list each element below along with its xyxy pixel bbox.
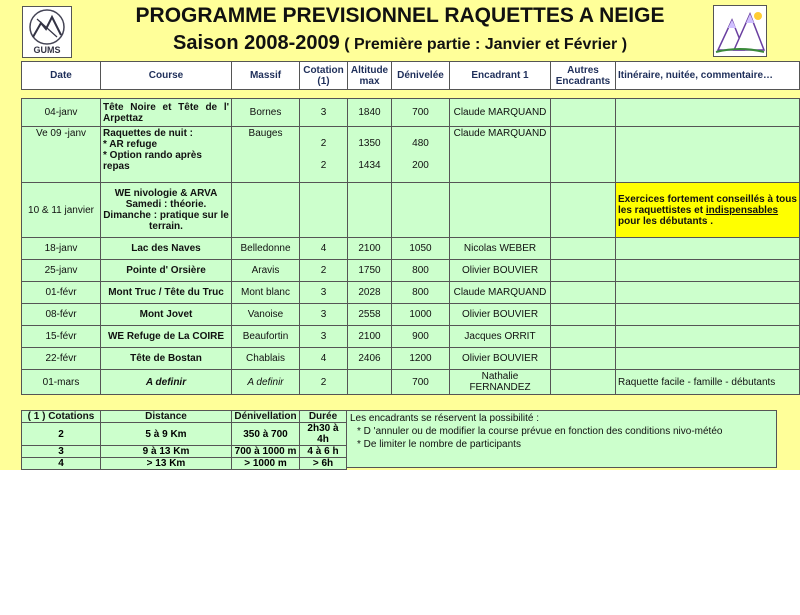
cot-cell: 700 à 1000 m: [232, 446, 300, 458]
cell-massif: Bauges: [232, 127, 300, 183]
col-autres: Autres Encadrants: [551, 62, 616, 90]
cell-cotation: 2: [300, 370, 348, 395]
cot-cell: 350 à 700: [232, 423, 300, 446]
table-row: [22, 423, 347, 446]
cell-massif: Aravis: [232, 260, 300, 282]
cell-course: Mont Jovet: [101, 304, 232, 326]
cell-autres: [551, 348, 616, 370]
cell-commentaire: [616, 326, 800, 348]
cell-encadrant1: Claude MARQUAND: [450, 127, 551, 183]
cell-massif: Bornes: [232, 99, 300, 127]
cell-commentaire: [616, 260, 800, 282]
cell-denivelee: 800: [392, 282, 450, 304]
cell-encadrant1: Olivier BOUVIER: [450, 304, 551, 326]
cell-altitude: 1350 1434: [348, 127, 392, 183]
cell-denivelee: 1200: [392, 348, 450, 370]
cell-altitude: 2028: [348, 282, 392, 304]
cell-altitude: 2406: [348, 348, 392, 370]
cell-altitude: 2100: [348, 238, 392, 260]
table-row: [22, 458, 347, 470]
cell-denivelee: [392, 183, 450, 238]
cot-cell: > 1000 m: [232, 458, 300, 470]
cell-encadrant1: [450, 183, 551, 238]
cell-cotation: 3: [300, 326, 348, 348]
cell-cotation: [300, 183, 348, 238]
table-row: [22, 260, 800, 282]
cell-autres: [551, 99, 616, 127]
cot-cell: 3: [22, 446, 101, 458]
cell-date: 08-févr: [22, 304, 101, 326]
season-label: Saison 2008-2009: [172, 32, 340, 54]
cell-date: Ve 09 -janv: [22, 127, 101, 183]
cot-cell: > 6h: [300, 458, 347, 470]
cell-massif: Vanoise: [232, 304, 300, 326]
cell-date: 01-févr: [22, 282, 101, 304]
cell-date: 10 & 11 janvier: [22, 183, 101, 238]
subtitle-label: ( Première partie : Janvier et Février ): [344, 36, 628, 53]
table-row: [22, 99, 800, 127]
cot-cell: 2: [22, 423, 101, 446]
cell-date: 25-janv: [22, 260, 101, 282]
table-row: [22, 326, 800, 348]
cell-autres: [551, 238, 616, 260]
table-row: [22, 282, 800, 304]
cell-course: Lac des Naves: [101, 238, 232, 260]
cell-altitude: 2100: [348, 326, 392, 348]
table-row: [22, 446, 347, 458]
notes-box: [346, 410, 777, 468]
cell-massif: Belledonne: [232, 238, 300, 260]
cell-encadrant1: Olivier BOUVIER: [450, 260, 551, 282]
notes-intro: Les encadrants se réservent la possibilité :: [350, 413, 539, 424]
page-subtitle: [100, 32, 700, 55]
cot-header-denivellation: Dénivellation: [232, 411, 300, 423]
cell-encadrant1: Nicolas WEBER: [450, 238, 551, 260]
cell-denivelee: 900: [392, 326, 450, 348]
table-row: [22, 411, 347, 423]
page-title: PROGRAMME PREVISIONNEL RAQUETTES A NEIGE: [135, 4, 665, 27]
cell-cotation: 3: [300, 99, 348, 127]
cell-encadrant1: Jacques ORRIT: [450, 326, 551, 348]
cell-course: WE nivologie & ARVA Samedi : théorie. Dimanche : pratique sur le terrain.: [101, 183, 232, 238]
cell-commentaire: Raquette facile - famille - débutants: [616, 370, 800, 395]
cot-header-duree: Durée: [300, 411, 347, 423]
cell-autres: [551, 183, 616, 238]
cell-autres: [551, 127, 616, 183]
cell-massif: Beaufortin: [232, 326, 300, 348]
cell-massif: A definir: [232, 370, 300, 395]
cell-course: Mont Truc / Tête du Truc: [101, 282, 232, 304]
cell-denivelee: 1000: [392, 304, 450, 326]
cell-altitude: [348, 370, 392, 395]
programme-table: [21, 98, 800, 395]
col-denivelee: Dénivelée: [392, 62, 450, 90]
cell-commentaire: [616, 238, 800, 260]
cell-commentaire: [616, 127, 800, 183]
mountains-logo: [713, 5, 767, 57]
notes-item-1: * D 'annuler ou de modifier la course prévue en fonction des conditions nivo-météo: [357, 426, 723, 437]
cell-date: 01-mars: [22, 370, 101, 395]
cot-cell: 2h30 à 4h: [300, 423, 347, 446]
cell-encadrant1: Claude MARQUAND: [450, 282, 551, 304]
cell-autres: [551, 260, 616, 282]
cell-course: WE Refuge de La COIRE: [101, 326, 232, 348]
cot-header-cotation: ( 1 ) Cotations: [22, 411, 101, 423]
cell-commentaire: [616, 348, 800, 370]
cell-commentaire: [616, 282, 800, 304]
table-row: [22, 238, 800, 260]
comment-part-underlined: indispensables: [705, 204, 779, 216]
cot-cell: 9 à 13 Km: [101, 446, 232, 458]
cell-denivelee: 480 200: [392, 127, 450, 183]
comment-part-a: Exercices fortement conseillés à tous les raquettistes et: [618, 193, 797, 216]
cell-denivelee: 700: [392, 99, 450, 127]
cotations-table: [21, 410, 347, 470]
cell-denivelee: 800: [392, 260, 450, 282]
cell-massif: [232, 183, 300, 238]
cell-cotation: 4: [300, 348, 348, 370]
col-course: Course: [101, 62, 232, 90]
col-cotation: Cotation (1): [300, 62, 348, 90]
col-encadrant1: Encadrant 1: [450, 62, 551, 90]
comment-part-b: pour les débutants .: [618, 215, 714, 227]
cot-header-distance: Distance: [101, 411, 232, 423]
cell-autres: [551, 304, 616, 326]
gums-logo: [22, 6, 72, 58]
cell-denivelee: 700: [392, 370, 450, 395]
cell-cotation: 2 2: [300, 127, 348, 183]
cell-date: 04-janv: [22, 99, 101, 127]
table-row: [22, 370, 800, 395]
cell-autres: [551, 282, 616, 304]
cell-course: Tête Noire et Tête de l' Arpettaz: [101, 99, 232, 127]
cell-cotation: 4: [300, 238, 348, 260]
mountain-climber-icon: [23, 7, 71, 47]
col-itineraire: Itinéraire, nuitée, commentaire…: [616, 62, 800, 90]
cell-cotation: 2: [300, 260, 348, 282]
cell-commentaire: [616, 99, 800, 127]
logo-text: GUMS: [33, 45, 61, 55]
table-row: [22, 127, 800, 183]
cell-altitude: 1840: [348, 99, 392, 127]
cell-massif: Chablais: [232, 348, 300, 370]
notes-item-2: * De limiter le nombre de participants: [357, 439, 521, 450]
cell-altitude: 1750: [348, 260, 392, 282]
cell-massif: Mont blanc: [232, 282, 300, 304]
cell-course: A definir: [101, 370, 232, 395]
cell-course: Pointe d' Orsière: [101, 260, 232, 282]
cell-altitude: 2558: [348, 304, 392, 326]
cell-course: Tête de Bostan: [101, 348, 232, 370]
cell-encadrant1: Claude MARQUAND: [450, 99, 551, 127]
cell-denivelee: 1050: [392, 238, 450, 260]
cell-altitude: [348, 183, 392, 238]
cot-cell: 4: [22, 458, 101, 470]
cell-autres: [551, 326, 616, 348]
table-row: [22, 183, 800, 238]
cell-encadrant1: Olivier BOUVIER: [450, 348, 551, 370]
cell-cotation: 3: [300, 282, 348, 304]
col-altitude: Altitude max: [348, 62, 392, 90]
cot-cell: > 13 Km: [101, 458, 232, 470]
cell-date: 22-févr: [22, 348, 101, 370]
cell-cotation: 3: [300, 304, 348, 326]
cell-date: 15-févr: [22, 326, 101, 348]
cell-commentaire-highlight: [616, 183, 800, 238]
mountains-icon: [714, 6, 766, 56]
column-header-table: [21, 61, 800, 90]
cell-autres: [551, 370, 616, 395]
cell-date: 18-janv: [22, 238, 101, 260]
cell-encadrant1: Nathalie FERNANDEZ: [450, 370, 551, 395]
table-row: [22, 304, 800, 326]
cot-cell: 5 à 9 Km: [101, 423, 232, 446]
table-row: [22, 348, 800, 370]
col-massif: Massif: [232, 62, 300, 90]
col-date: Date: [22, 62, 101, 90]
cell-course: Raquettes de nuit : * AR refuge * Option rando après repas: [101, 127, 232, 183]
cot-cell: 4 à 6 h: [300, 446, 347, 458]
cell-commentaire: [616, 304, 800, 326]
